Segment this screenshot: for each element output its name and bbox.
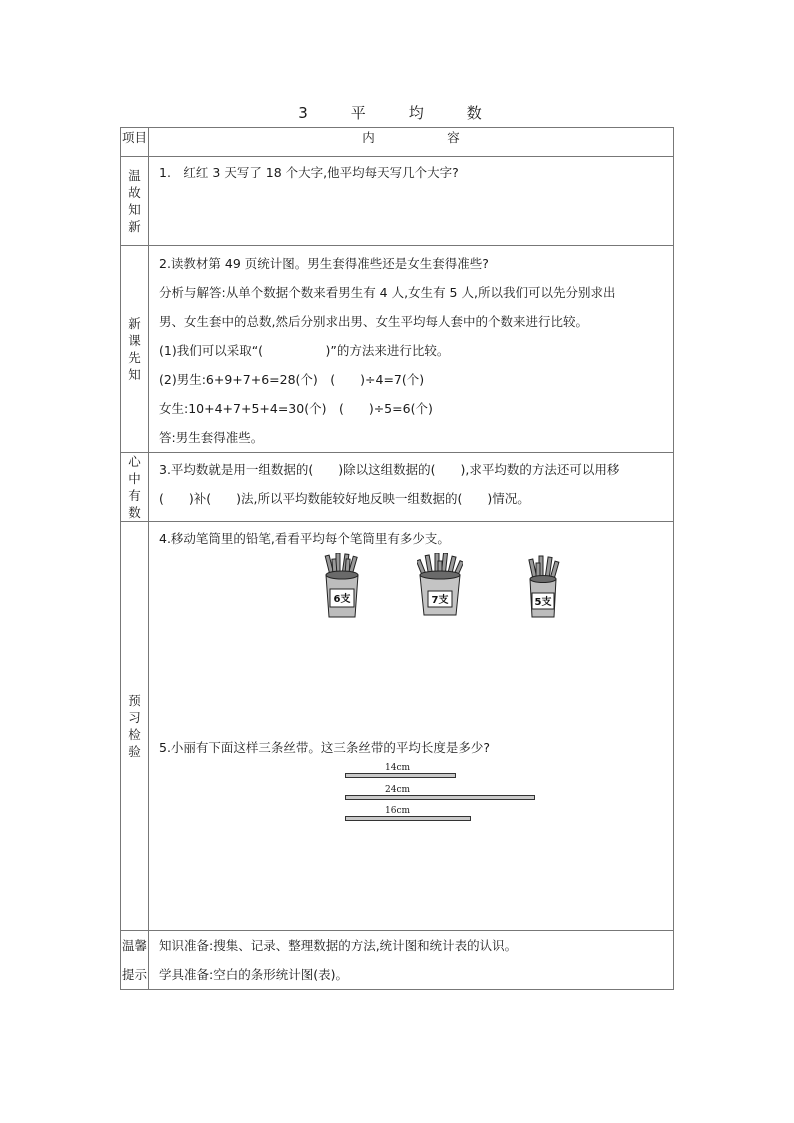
holder-2-label: 7支 xyxy=(431,595,449,606)
question-2: 2.读教材第 49 页统计图。男生套得准些还是女生套得准些? xyxy=(159,256,489,271)
ribbon-1-label: 14cm xyxy=(385,763,411,773)
pencil-holders xyxy=(149,553,673,653)
question-3-line-2: ( )补( )法,所以平均数能较好地反映一组数据的( )情况。 xyxy=(159,491,530,506)
section-label-warm: 温 故 知 新 xyxy=(121,157,149,246)
analysis-line-1: 分析与解答:从单个数据个数来看男生有 4 人,女生有 5 人,所以我们可以先分别求出 xyxy=(159,285,616,300)
ribbon-1 xyxy=(345,773,456,778)
question-4: 4.移动笔筒里的铅笔,看看平均每个笔筒里有多少支。 xyxy=(159,531,450,546)
header-row xyxy=(121,128,674,157)
section-preview xyxy=(121,522,674,931)
analysis-line-2: 男、女生套中的总数,然后分别求出男、女生平均每人套中的个数来进行比较。 xyxy=(159,314,588,329)
tip-knowledge: 知识准备:搜集、记录、整理数据的方法,统计图和统计表的认识。 xyxy=(159,938,518,953)
question-5: 5.小丽有下面这样三条丝带。这三条丝带的平均长度是多少? xyxy=(159,740,491,755)
section-new xyxy=(121,246,674,453)
worksheet-table xyxy=(120,127,674,990)
step-2-girls: 女生:10+4+7+5+4=30(个) ( )÷5=6(个) xyxy=(159,401,433,416)
section-warm xyxy=(121,157,674,246)
section-label-heart: 心 中 有 数 xyxy=(121,453,149,522)
section-tips xyxy=(121,931,674,990)
ribbons-figure xyxy=(149,762,673,862)
step-2-boys: (2)男生:6+9+7+6=28(个) ( )÷4=7(个) xyxy=(159,372,425,387)
holder-1-label: 6支 xyxy=(333,594,351,605)
question-1: 1. 红红 3 天写了 18 个大字,他平均每天写几个大字? xyxy=(159,165,459,180)
page-title: 3 平 均 数 xyxy=(298,104,496,122)
section-label-new: 新 课 先 知 xyxy=(121,246,149,453)
ribbon-3-label: 16cm xyxy=(385,806,411,816)
ribbon-3 xyxy=(345,816,471,821)
pencil-holder-2 xyxy=(417,553,463,619)
header-content: 内 容 xyxy=(149,128,674,157)
answer-line: 答:男生套得准些。 xyxy=(159,430,264,445)
section-label-preview: 预 习 检 验 xyxy=(121,522,149,931)
pencil-holder-3 xyxy=(525,553,561,621)
section-heart xyxy=(121,453,674,522)
holder-3-label: 5支 xyxy=(534,597,552,608)
ribbon-2-label: 24cm xyxy=(385,785,411,795)
section-label-tips: 温馨 提示 xyxy=(121,931,149,990)
header-item: 项目 xyxy=(121,128,149,157)
question-3-line-1: 3.平均数就是用一组数据的( )除以这组数据的( ),求平均数的方法还可以用移 xyxy=(159,462,620,477)
pencil-holder-1 xyxy=(321,553,363,621)
ribbon-2 xyxy=(345,795,535,800)
tip-tools: 学具准备:空白的条形统计图(表)。 xyxy=(159,967,348,982)
step-1: (1)我们可以采取“( )”的方法来进行比较。 xyxy=(159,343,450,358)
